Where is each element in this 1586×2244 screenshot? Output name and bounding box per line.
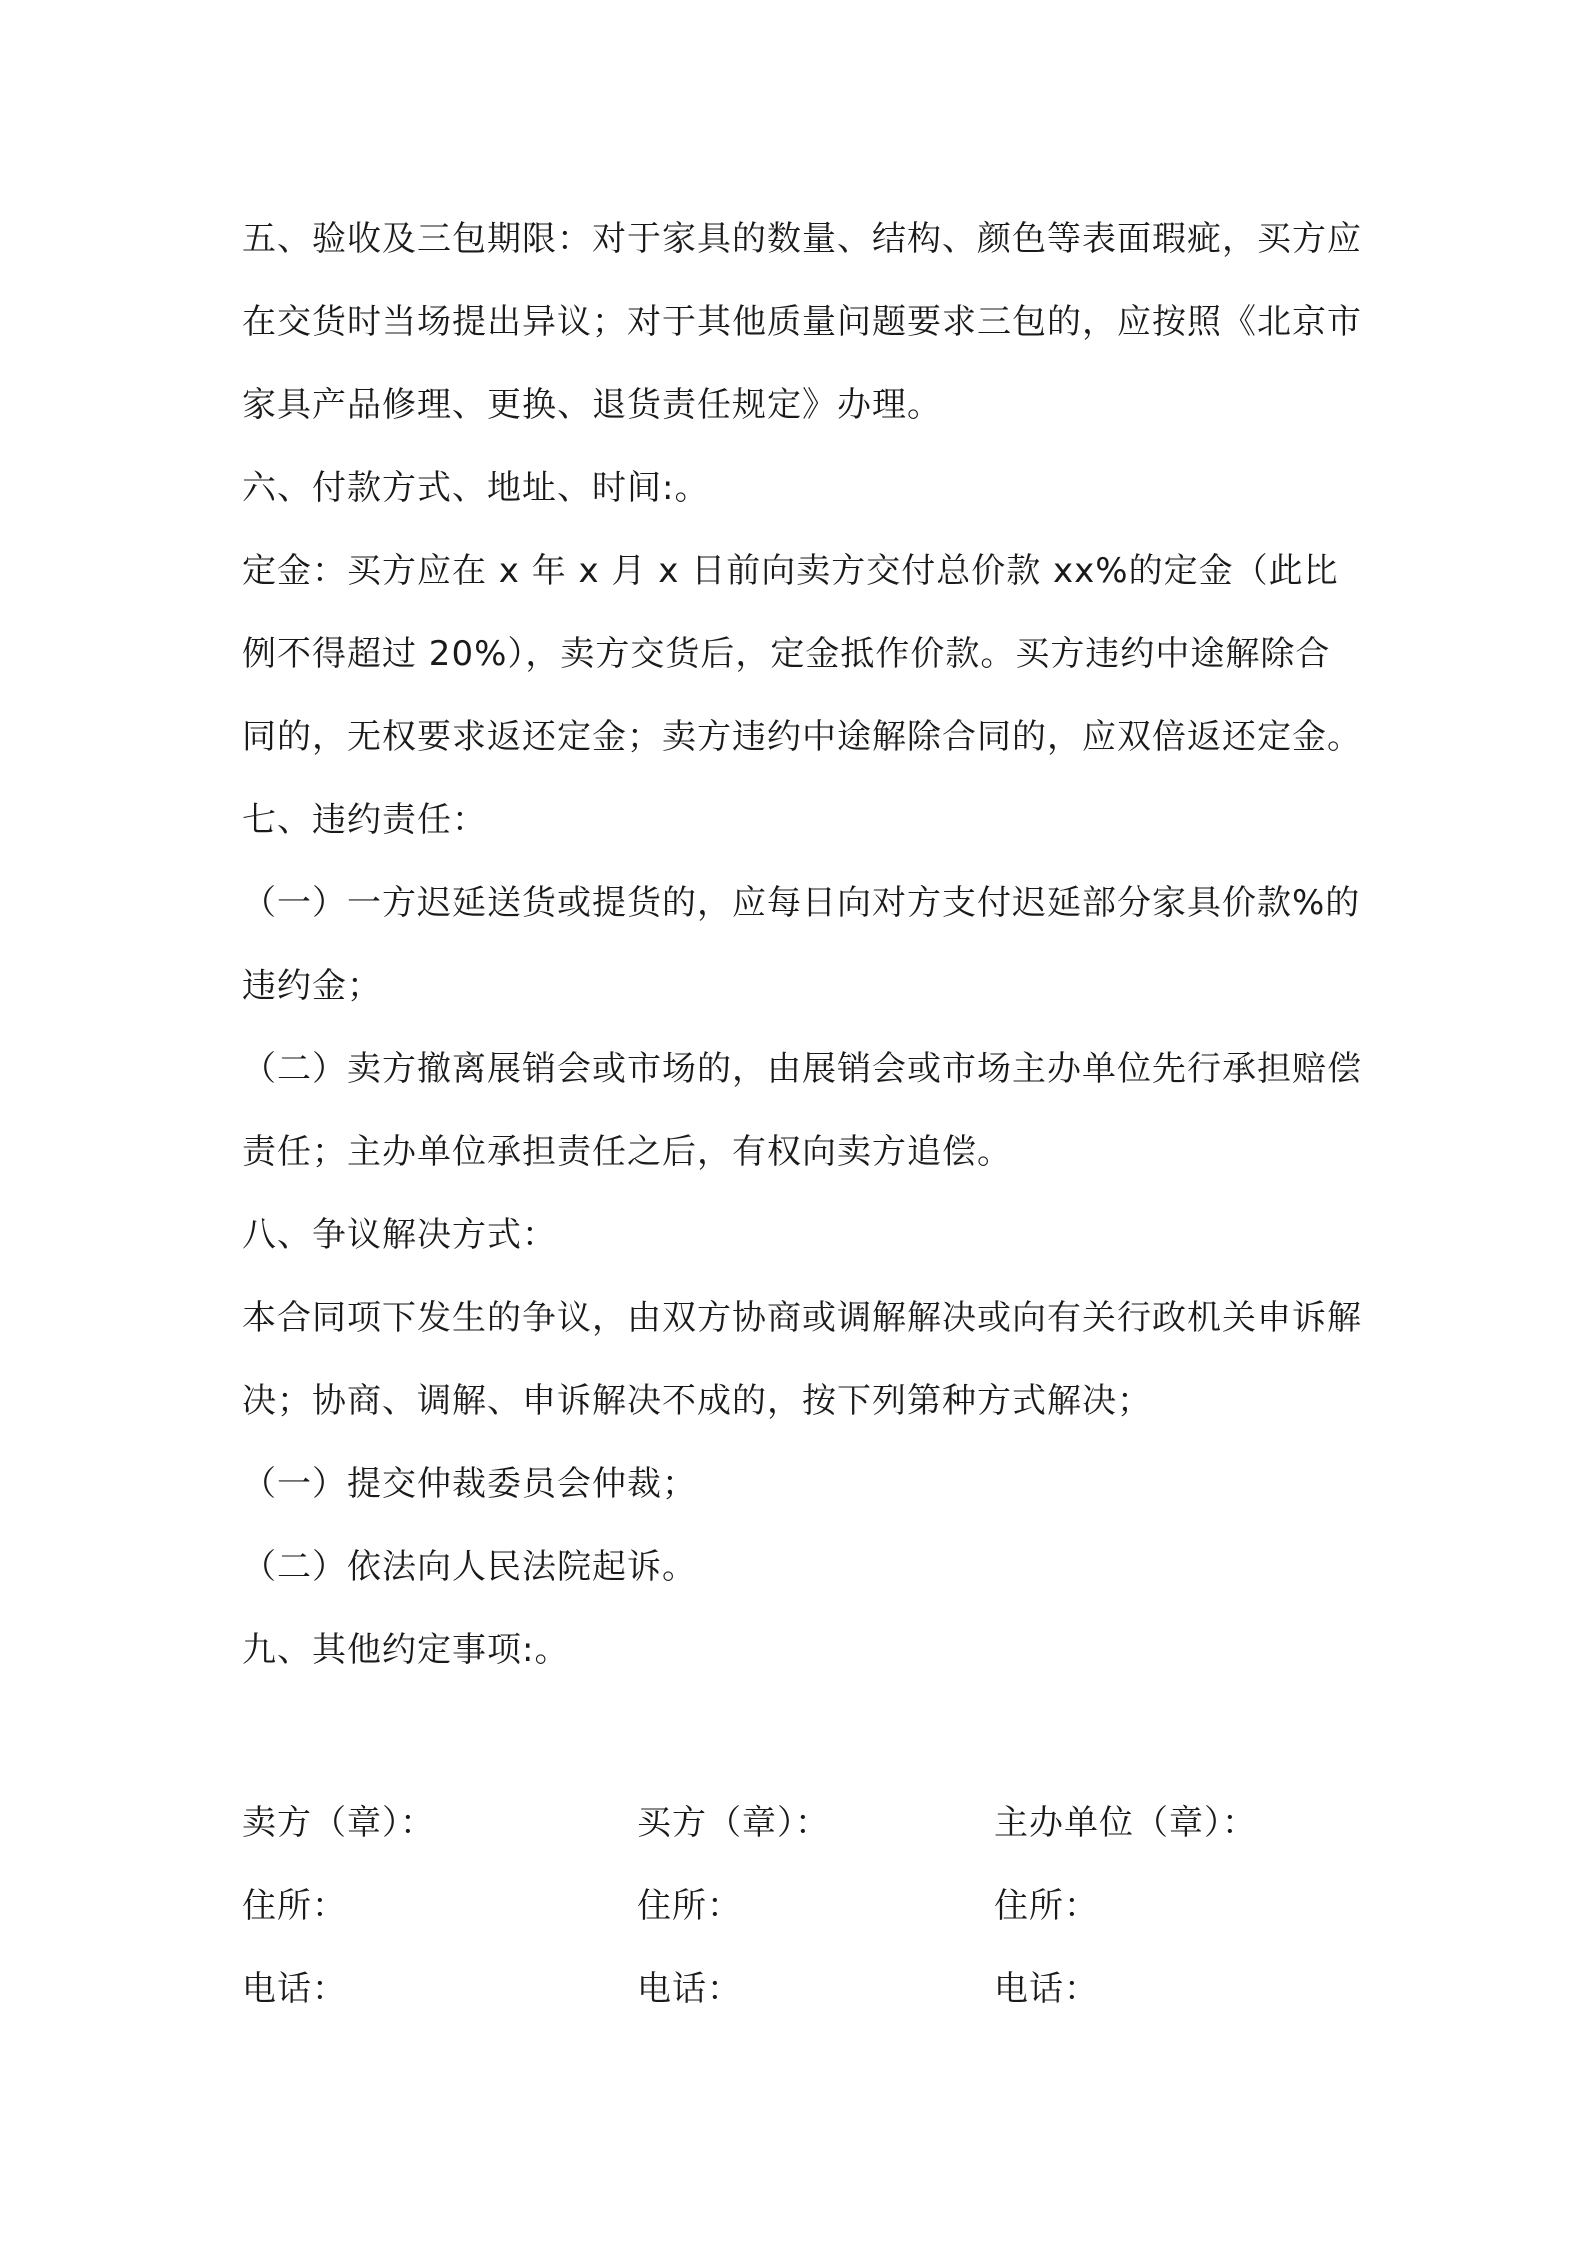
organizer-address-label: 住所： bbox=[994, 1886, 1099, 1926]
signature-address-row bbox=[242, 1865, 1362, 1948]
buyer-seal-label: 买方（章）： bbox=[637, 1803, 830, 1843]
seller-address-label: 住所： bbox=[242, 1886, 347, 1926]
clause-seven-heading: 七、违约责任： bbox=[242, 800, 487, 840]
organizer-phone-label: 电话： bbox=[994, 1969, 1099, 2009]
clause-seven-item-two: （二）卖方撤离展销会或市场的，由展销会或市场主办单位先行承担赔偿责任；主办单位承担责任之后，有权向卖方追偿。 bbox=[242, 1049, 1362, 1172]
seller-seal-label: 卖方（章）： bbox=[242, 1803, 435, 1843]
clause-eight-heading: 八、争议解决方式： bbox=[242, 1215, 557, 1255]
dispute-option-one: （一）提交仲裁委员会仲裁； bbox=[242, 1464, 697, 1504]
buyer-address-label: 住所： bbox=[637, 1886, 742, 1926]
signature-block bbox=[242, 1782, 1362, 2031]
contract-body bbox=[242, 198, 1362, 1692]
buyer-phone-label: 电话： bbox=[637, 1969, 742, 2009]
dispute-option-two: （二）依法向人民法院起诉。 bbox=[242, 1547, 697, 1587]
dispute-paragraph: 本合同项下发生的争议，由双方协商或调解解决或向有关行政机关申诉解决；协商、调解、申诉解决不成的，按下列第种方式解决； bbox=[242, 1298, 1362, 1421]
deposit-paragraph: 定金：买方应在 x 年 x 月 x 日前向卖方交付总价款 xx%的定金（此比例不得超过 20%），卖方交货后，定金抵作价款。买方违约中途解除合同的，无权要求返还定金；卖方违约中途解除合同的，应双倍返还定金。 bbox=[242, 551, 1362, 757]
clause-five-inspection: 五、验收及三包期限：对于家具的数量、结构、颜色等表面瑕疵，买方应在交货时当场提出异议；对于其他质量问题要求三包的，应按照《北京市家具产品修理、更换、退货责任规定》办理。 bbox=[242, 219, 1362, 425]
clause-six-heading: 六、付款方式、地址、时间:。 bbox=[242, 468, 710, 508]
clause-nine-heading: 九、其他约定事项:。 bbox=[242, 1630, 570, 1670]
organizer-seal-label: 主办单位（章）： bbox=[994, 1803, 1257, 1843]
clause-seven-item-one: （一）一方迟延送货或提货的，应每日向对方支付迟延部分家具价款%的违约金； bbox=[242, 883, 1361, 1006]
seller-phone-label: 电话： bbox=[242, 1969, 347, 2009]
signature-phone-row bbox=[242, 1948, 1362, 2031]
signature-title-row bbox=[242, 1782, 1362, 1865]
